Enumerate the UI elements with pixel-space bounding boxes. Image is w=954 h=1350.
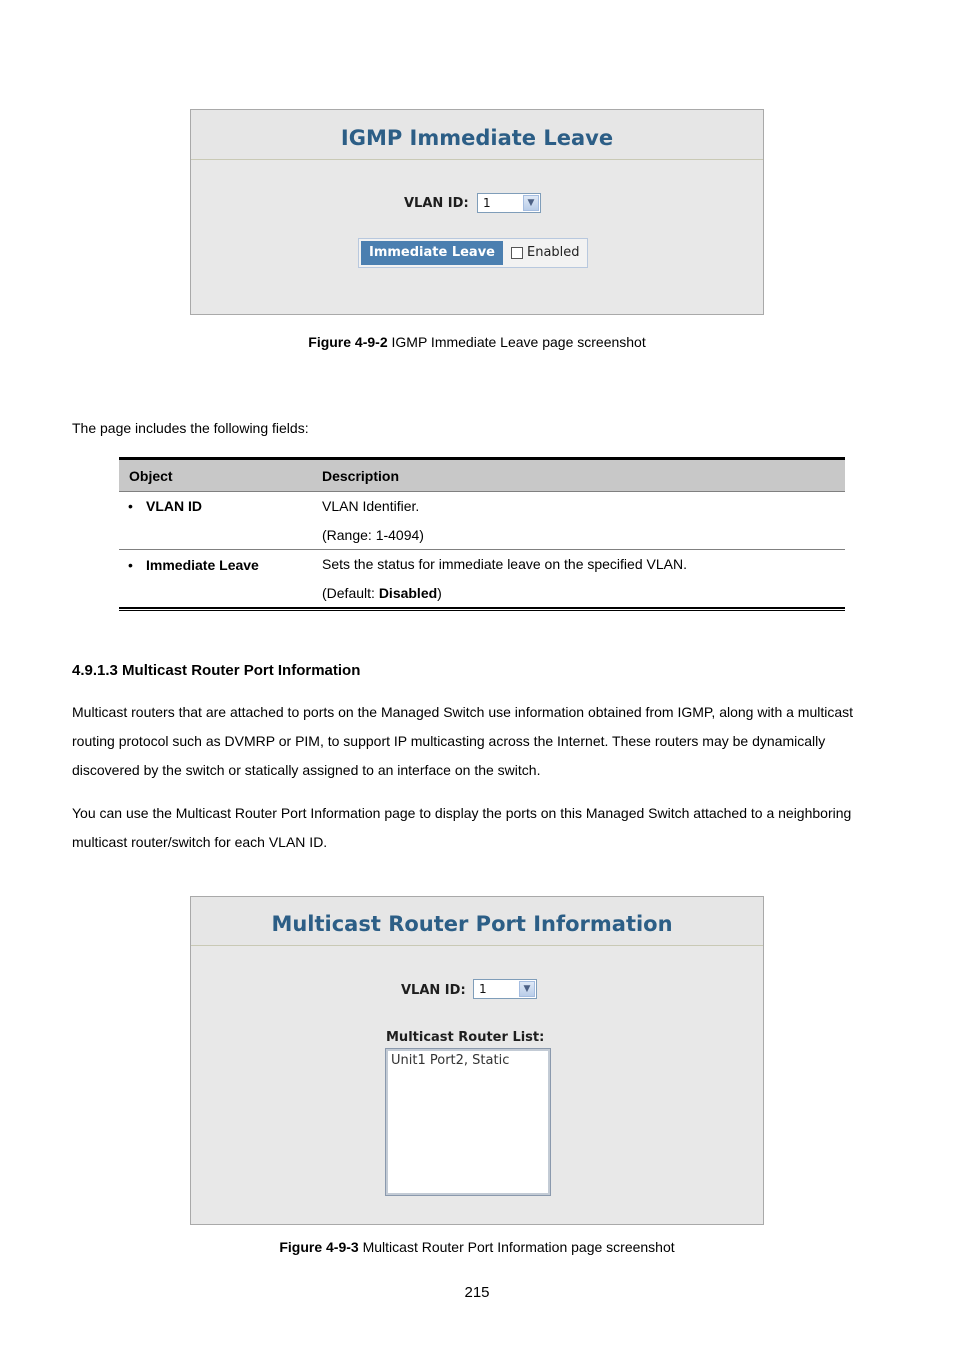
caption-figure-number: Figure 4-9-2: [308, 334, 388, 350]
caption-text: IGMP Immediate Leave page screenshot: [387, 334, 646, 350]
default-suffix: ): [437, 585, 442, 601]
fields-intro: The page includes the following fields:: [72, 420, 309, 436]
table-bottom-rule: [119, 607, 845, 611]
row-object-vlan-id: VLAN ID: [146, 498, 202, 514]
paragraph-2-line-1: You can use the Multicast Router Port Information page to display the ports on this Managed Switch attached to a neighboring: [72, 805, 852, 821]
enabled-checkbox[interactable]: [511, 247, 523, 259]
vlan-id-select[interactable]: [473, 979, 537, 999]
section-heading: 4.9.1.3 Multicast Router Port Information: [72, 662, 361, 679]
vlan-id-label: VLAN ID:: [401, 983, 466, 998]
default-value: Disabled: [378, 585, 438, 601]
page-number: 215: [464, 1284, 490, 1301]
header-object: Object: [129, 468, 173, 484]
section-paragraph-2: [72, 799, 887, 857]
chevron-down-icon[interactable]: ▼: [519, 981, 535, 997]
panel-title: Multicast Router Port Information: [271, 912, 673, 936]
paragraph-1-line-3: discovered by the switch or statically assigned to an interface on the switch.: [72, 762, 541, 778]
panel-title: IGMP Immediate Leave: [340, 126, 614, 150]
row-desc-vlan-id-range: (Range: 1-4094): [322, 527, 424, 543]
figure-4-9-2-caption: [0, 334, 954, 350]
section-paragraph-1: [72, 698, 887, 785]
row-object-immediate-leave: Immediate Leave: [146, 557, 259, 573]
enabled-label: Enabled: [527, 245, 580, 260]
panel-header: [191, 897, 763, 946]
table-header: [119, 460, 845, 492]
caption-figure-number: Figure 4-9-3: [279, 1239, 359, 1255]
immediate-leave-row: [358, 238, 588, 268]
row-desc-immediate-leave: Sets the status for immediate leave on the specified VLAN.: [322, 556, 687, 572]
paragraph-1-line-1: Multicast routers that are attached to ports on the Managed Switch use information obtained from IGMP, along with a multicast: [72, 704, 854, 720]
default-prefix: (Default:: [322, 585, 379, 601]
vlan-id-label: VLAN ID:: [404, 196, 469, 211]
bullet-icon: •: [128, 557, 133, 573]
vlan-id-select[interactable]: [477, 193, 541, 213]
immediate-leave-label: Immediate Leave: [361, 241, 503, 265]
igmp-immediate-leave-screenshot: [190, 109, 764, 315]
caption-text: Multicast Router Port Information page screenshot: [358, 1239, 675, 1255]
multicast-router-list-label: Multicast Router List:: [386, 1030, 545, 1045]
paragraph-2-line-2: multicast router/switch for each VLAN ID.: [72, 834, 328, 850]
row-desc-immediate-leave-default: [322, 585, 442, 601]
chevron-down-icon[interactable]: ▼: [523, 195, 539, 211]
paragraph-1-line-2: routing protocol such as DVMRP or PIM, to support IP multicasting across the Internet. These routers may be dynamically: [72, 733, 826, 749]
bullet-icon: •: [128, 498, 133, 514]
row-desc-vlan-id: VLAN Identifier.: [322, 498, 420, 514]
list-item[interactable]: Unit1 Port2, Static: [391, 1053, 510, 1068]
header-description: Description: [322, 468, 400, 484]
multicast-router-port-screenshot: [190, 896, 764, 1225]
figure-4-9-3-caption: [0, 1239, 954, 1255]
table-row-divider: [119, 549, 845, 550]
multicast-router-list[interactable]: [386, 1049, 550, 1195]
vlan-id-value: 1: [479, 982, 487, 996]
panel-header: [191, 110, 763, 160]
vlan-id-value: 1: [483, 196, 491, 210]
